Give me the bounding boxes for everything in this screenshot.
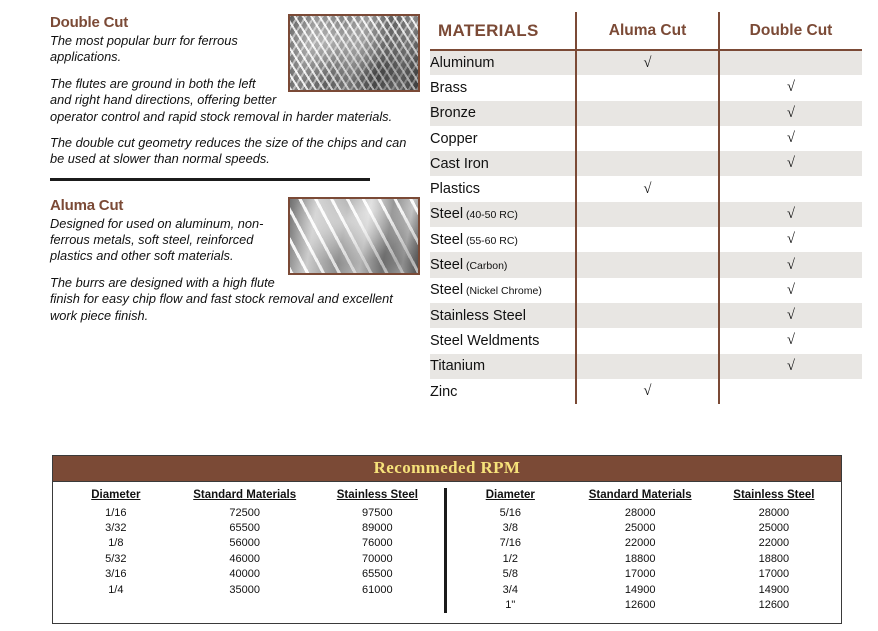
table-row [59, 567, 438, 582]
double-cut-check-cell: √ [719, 151, 862, 176]
rpm-stainless-steel-cell: 28000 [758, 506, 790, 519]
aluma-cut-burr-image [290, 199, 418, 273]
material-name-cell: Steel Weldments [430, 328, 576, 353]
aluma-cut-check-cell [576, 328, 719, 353]
rpm-diameter-cell: 7/16 [499, 537, 521, 550]
material-name-cell: Plastics [430, 176, 576, 201]
materials-header-row [430, 12, 862, 50]
table-row [430, 176, 862, 201]
double-cut-paragraph-3: The double cut geometry reduces the size of the chips and can be used at slower than normal speeds. [50, 134, 407, 167]
material-name-cell: Cast Iron [430, 151, 576, 176]
table-row [430, 278, 862, 303]
rpm-right-body [453, 505, 835, 613]
product-descriptions [50, 14, 420, 334]
rpm-diameter-cell: 1/8 [108, 537, 124, 550]
rpm-left-half [53, 488, 447, 613]
rpm-standard-materials-cell: 72500 [229, 506, 260, 519]
rpm-diameter-cell: 3/16 [105, 568, 127, 581]
rpm-right-header-row [453, 488, 835, 505]
recommended-rpm-table [52, 455, 842, 624]
aluma-cut-check-cell [576, 303, 719, 328]
double-cut-check-cell: √ [719, 227, 862, 252]
material-name-cell: Brass [430, 75, 576, 100]
material-name-cell: Stainless Steel [430, 303, 576, 328]
material-name-cell: Zinc [430, 379, 576, 404]
aluma-cut-paragraph-2: The burrs are designed with a high flute finish for easy chip flow and fast stock removal and excellent work piece finish. [50, 274, 393, 323]
aluma-cut-check-cell [576, 126, 719, 151]
materials-column-header: MATERIALS [430, 12, 576, 50]
table-row [453, 551, 835, 566]
rpm-standard-materials-cell: 35000 [229, 583, 260, 596]
table-row [453, 582, 835, 597]
materials-table-container [430, 12, 862, 404]
rpm-standard-materials-cell: 12600 [624, 598, 656, 611]
rpm-right-header-standard: Standard Materials [588, 489, 692, 501]
table-row [430, 202, 862, 227]
material-name-cell: Bronze [430, 101, 576, 126]
rpm-diameter-cell: 1/16 [105, 506, 127, 519]
rpm-standard-materials-cell: 46000 [229, 552, 260, 565]
double-cut-check-cell: √ [719, 354, 862, 379]
rpm-stainless-steel-cell: 76000 [362, 537, 393, 550]
double-cut-paragraph-1: The most popular burr for ferrous applications. [50, 33, 238, 65]
aluma-cut-check-cell [576, 101, 719, 126]
aluma-cut-check-cell [576, 151, 719, 176]
rpm-left-body [59, 505, 438, 597]
rpm-stainless-steel-cell: 18800 [758, 552, 790, 565]
rpm-standard-materials-cell: 40000 [229, 568, 260, 581]
aluma-cut-check-cell: √ [576, 176, 719, 201]
rpm-standard-materials-cell: 65500 [229, 522, 260, 535]
rpm-stainless-steel-cell: 12600 [758, 598, 790, 611]
rpm-stainless-steel-cell: 97500 [362, 506, 393, 519]
double-cut-check-cell: √ [719, 202, 862, 227]
double-cut-column-header: Double Cut [719, 12, 862, 50]
table-row [430, 354, 862, 379]
rpm-diameter-cell: 3/32 [105, 522, 127, 535]
table-row [430, 50, 862, 75]
material-hardness-note: (40-50 RC) [463, 209, 518, 222]
material-name-cell: Titanium [430, 354, 576, 379]
table-row [59, 505, 438, 520]
aluma-cut-check-cell [576, 202, 719, 227]
table-row [453, 567, 835, 582]
table-row [430, 126, 862, 151]
aluma-cut-burr-photo [288, 197, 420, 275]
double-cut-check-cell: √ [719, 303, 862, 328]
table-row [430, 151, 862, 176]
table-row [430, 252, 862, 277]
table-row [430, 227, 862, 252]
material-hardness-note: (Carbon) [463, 260, 508, 273]
rpm-stainless-steel-cell: 89000 [362, 522, 393, 535]
rpm-stainless-steel-cell: 14900 [758, 583, 790, 596]
materials-table-head [430, 12, 862, 50]
rpm-left-table [59, 488, 438, 597]
double-cut-heading: Double Cut [50, 14, 128, 31]
table-row [59, 582, 438, 597]
material-name-cell: Steel (40-50 RC) [430, 202, 576, 227]
materials-table [430, 12, 862, 404]
rpm-stainless-steel-cell: 70000 [362, 552, 393, 565]
table-row [59, 536, 438, 551]
table-row [453, 536, 835, 551]
double-cut-section [50, 14, 420, 168]
rpm-standard-materials-cell: 17000 [624, 568, 656, 581]
rpm-diameter-cell: 5/8 [502, 568, 518, 581]
double-cut-check-cell: √ [719, 328, 862, 353]
table-row [430, 328, 862, 353]
rpm-standard-materials-cell: 22000 [624, 537, 656, 550]
aluma-cut-check-cell: √ [576, 50, 719, 75]
rpm-left-header-diameter: Diameter [91, 489, 141, 501]
table-row [453, 597, 835, 612]
double-cut-check-cell: √ [719, 278, 862, 303]
rpm-stainless-steel-cell: 25000 [758, 522, 790, 535]
rpm-diameter-cell: 5/16 [499, 506, 521, 519]
double-cut-check-cell [719, 176, 862, 201]
rpm-diameter-cell: 5/32 [105, 552, 127, 565]
rpm-right-half [447, 488, 841, 613]
rpm-right-header-stainless: Stainless Steel [733, 489, 815, 501]
rpm-standard-materials-cell: 28000 [624, 506, 656, 519]
material-name-cell: Steel (Carbon) [430, 252, 576, 277]
material-name-cell: Steel (Nickel Chrome) [430, 278, 576, 303]
rpm-stainless-steel-cell: 17000 [758, 568, 790, 581]
aluma-cut-check-cell [576, 354, 719, 379]
table-row [430, 303, 862, 328]
aluma-cut-column-header: Aluma Cut [576, 12, 719, 50]
double-cut-check-cell [719, 379, 862, 404]
rpm-body [53, 482, 841, 623]
rpm-right-table [453, 488, 835, 613]
rpm-title: Recommeded RPM [53, 456, 841, 482]
rpm-left-header-row [59, 488, 438, 505]
aluma-cut-check-cell [576, 75, 719, 100]
double-cut-check-cell: √ [719, 252, 862, 277]
aluma-cut-check-cell: √ [576, 379, 719, 404]
aluma-cut-check-cell [576, 252, 719, 277]
double-cut-burr-image [290, 16, 418, 90]
aluma-cut-check-cell [576, 227, 719, 252]
rpm-standard-materials-cell: 14900 [624, 583, 656, 596]
rpm-diameter-cell: 1/2 [502, 552, 518, 565]
material-hardness-note: (Nickel Chrome) [463, 285, 542, 298]
materials-table-body [430, 50, 862, 404]
table-row [453, 505, 835, 520]
material-name-cell: Copper [430, 126, 576, 151]
table-row [453, 520, 835, 535]
double-cut-check-cell: √ [719, 75, 862, 100]
table-row [430, 379, 862, 404]
double-cut-burr-photo [288, 14, 420, 92]
table-row [59, 551, 438, 566]
aluma-cut-section [50, 197, 420, 324]
rpm-stainless-steel-cell: 61000 [362, 583, 393, 596]
rpm-standard-materials-cell: 56000 [229, 537, 260, 550]
aluma-cut-check-cell [576, 278, 719, 303]
table-row [430, 101, 862, 126]
rpm-standard-materials-cell: 25000 [624, 522, 656, 535]
aluma-cut-heading: Aluma Cut [50, 196, 124, 214]
rpm-diameter-cell: 3/4 [502, 583, 518, 596]
double-cut-check-cell [719, 50, 862, 75]
rpm-right-header-diameter: Diameter [485, 489, 535, 501]
rpm-left-header-standard: Standard Materials [193, 489, 297, 501]
table-row [59, 520, 438, 535]
rpm-diameter-cell: 1" [505, 598, 516, 611]
material-name-cell: Steel (55-60 RC) [430, 227, 576, 252]
section-divider [50, 178, 370, 181]
rpm-standard-materials-cell: 18800 [624, 552, 656, 565]
aluma-cut-paragraph-1: Designed for used on aluminum, non-ferrous metals, soft steel, reinforced plastics and other soft materials. [50, 215, 264, 264]
rpm-stainless-steel-cell: 65500 [362, 568, 393, 581]
material-name-cell: Aluminum [430, 50, 576, 75]
rpm-diameter-cell: 1/4 [108, 583, 124, 596]
double-cut-check-cell: √ [719, 101, 862, 126]
table-row [430, 75, 862, 100]
double-cut-paragraph-2: The flutes are ground in both the left and right hand directions, offering better operator control and rapid stock removal in harder materials. [50, 75, 393, 124]
rpm-left-header-stainless: Stainless Steel [336, 489, 418, 501]
rpm-stainless-steel-cell: 22000 [758, 537, 790, 550]
material-hardness-note: (55-60 RC) [463, 234, 518, 247]
double-cut-check-cell: √ [719, 126, 862, 151]
rpm-diameter-cell: 3/8 [502, 522, 518, 535]
